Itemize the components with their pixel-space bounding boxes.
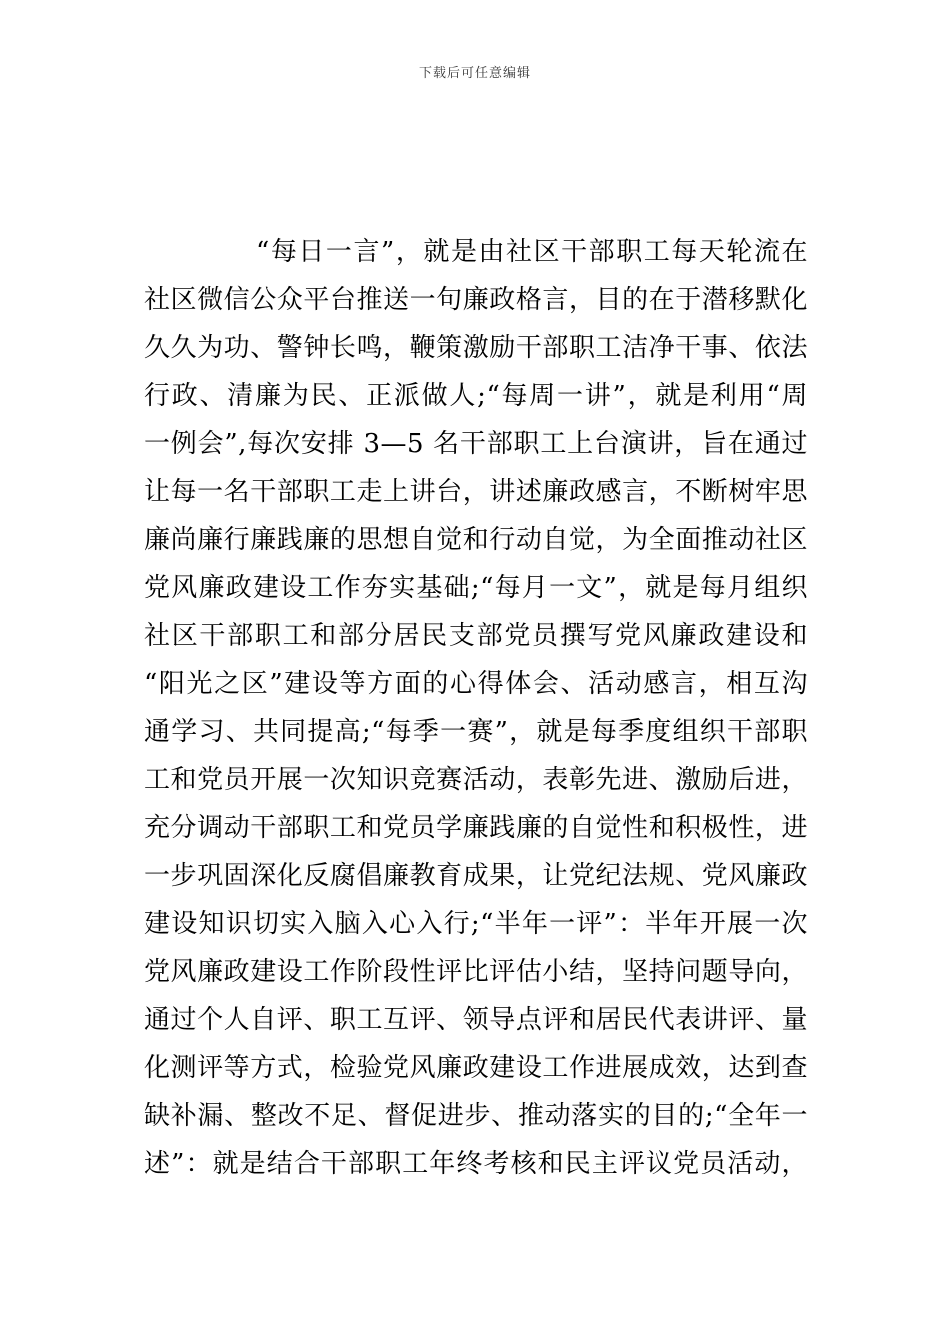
text-line: 充分调动干部职工和党员学廉践廉的自觉性和积极性，进 <box>144 813 808 843</box>
text-line: 工和党员开展一次知识竞赛活动，表彰先进、激励后进， <box>144 765 808 795</box>
text-line: 缺补漏、整改不足、督促进步、推动落实的目的;“全年一 <box>144 1101 808 1131</box>
text-line: “阳光之区”建设等方面的心得体会、活动感言，相互沟 <box>144 669 808 699</box>
text-line: 建设知识切实入脑入心入行;“半年一评”：半年开展一次 <box>144 909 808 939</box>
text-line: 通过个人自评、职工互评、领导点评和居民代表讲评、量 <box>144 1005 808 1035</box>
text-line: 党风廉政建设工作夯实基础;“每月一文”，就是每月组织 <box>144 573 808 603</box>
text-line: 一步巩固深化反腐倡廉教育成果，让党纪法规、党风廉政 <box>144 861 808 891</box>
text-line: “每日一言”，就是由社区干部职工每天轮流在 <box>256 237 808 267</box>
body-paragraph <box>144 228 808 1188</box>
text-line: 社区干部职工和部分居民支部党员撰写党风廉政建设和 <box>144 621 808 651</box>
text-line: 党风廉政建设工作阶段性评比评估小结，坚持问题导向， <box>144 957 808 987</box>
text-line: 通学习、共同提高;“每季一赛”，就是每季度组织干部职 <box>144 717 808 747</box>
page-header: 下载后可任意编辑 <box>418 66 531 81</box>
text-line: 化测评等方式，检验党风廉政建设工作进展成效，达到查 <box>144 1053 808 1083</box>
text-line: 廉尚廉行廉践廉的思想自觉和行动自觉，为全面推动社区 <box>144 525 808 555</box>
text-line: 让每一名干部职工走上讲台，讲述廉政感言，不断树牢思 <box>144 477 808 507</box>
text-line: 久久为功、警钟长鸣，鞭策激励干部职工洁净干事、依法 <box>144 333 808 363</box>
text-line: 社区微信公众平台推送一句廉政格言，目的在于潜移默化 <box>144 285 808 315</box>
text-line: 一例会”,每次安排 3—5 名干部职工上台演讲，旨在通过 <box>144 429 808 459</box>
text-line: 述”：就是结合干部职工年终考核和民主评议党员活动， <box>144 1149 808 1179</box>
text-line: 行政、清廉为民、正派做人;“每周一讲”，就是利用“周 <box>144 381 808 411</box>
